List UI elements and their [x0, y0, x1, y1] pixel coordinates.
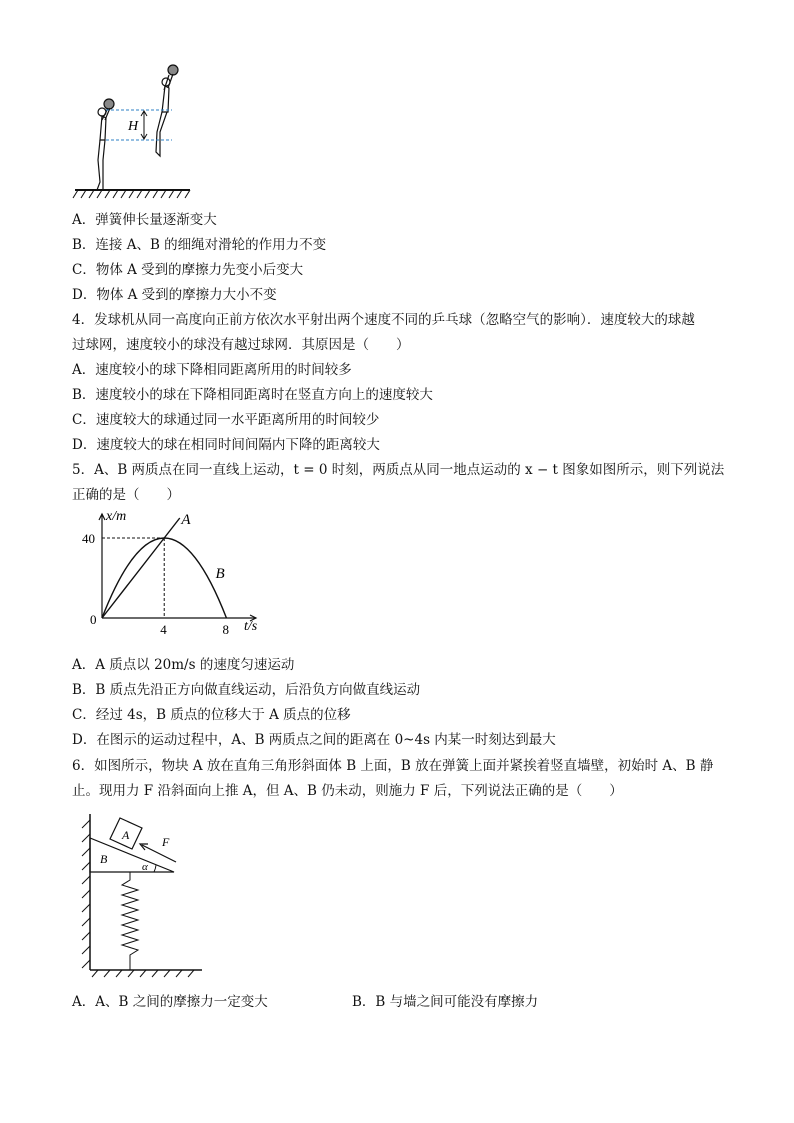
height-label: H: [128, 119, 139, 134]
q5-option-d: D．在图示的运动过程中，A、B 两质点之间的距离在 0~4s 内某一时刻达到最大: [72, 732, 556, 748]
q6-stem-line1: 6．如图所示，物块 A 放在直角三角形斜面体 B 上面，B 放在弹簧上面并紧挨着竖直墙壁，初始时 A、B 静: [72, 758, 714, 774]
x-axis-label: t/s: [244, 619, 258, 634]
spring: [122, 872, 138, 970]
q6-option-a: A．A、B 之间的摩擦力一定变大: [72, 994, 268, 1010]
x-tick-label: 4: [160, 622, 167, 637]
series-b-label: B: [215, 566, 225, 582]
q4-option-a: A．速度较小的球下降相同距离所用的时间较多: [72, 362, 352, 378]
q3-option-d: D．物体 A 受到的摩擦力大小不变: [72, 287, 277, 303]
label-a: A: [122, 828, 130, 842]
q5-stem-line1: 5．A、B 两质点在同一直线上运动，t = 0 时刻，两质点从同一地点运动的 x − t 图象如图所示，则下列说法: [72, 462, 725, 478]
q3-option-c: C．物体 A 受到的摩擦力先变小后变大: [72, 262, 304, 278]
series-a-line: [102, 518, 180, 618]
label-b: B: [100, 852, 108, 866]
q3-option-b: B．连接 A、B 的细绳对滑轮的作用力不变: [72, 237, 327, 253]
incline-figure: [78, 810, 208, 980]
q4-option-b: B．速度较小的球在下降相同距离时在竖直方向上的速度较大: [72, 387, 433, 403]
label-alpha: α: [142, 861, 148, 873]
xt-chart: [80, 508, 270, 643]
y-tick-label: 40: [82, 531, 95, 546]
q4-option-d: D．速度较大的球在相同时间间隔内下降的距离较大: [72, 437, 380, 453]
q3-option-a: A．弹簧伸长量逐渐变大: [72, 212, 217, 228]
y-axis-label: x/m: [106, 509, 127, 524]
q4-stem-line1: 4．发球机从同一高度向正前方依次水平射出两个速度不同的乒乓球（忽略空气的影响）．速度较大的球越: [72, 312, 695, 328]
q4-stem-line2: 过球网，速度较小的球没有越过球网．其原因是（ ）: [72, 337, 410, 353]
q5-option-a: A．A 质点以 20m/s 的速度匀速运动: [72, 657, 295, 673]
x-tick-label: 8: [222, 622, 229, 637]
origin-label: 0: [90, 612, 97, 627]
label-f: F: [162, 835, 170, 849]
q6-stem-line2: 止。现用力 F 沿斜面向上推 A，但 A、B 仍未动，则施力 F 后，下列说法正确的是（ ）: [72, 783, 623, 799]
q5-option-c: C．经过 4s，B 质点的位移大于 A 质点的位移: [72, 707, 351, 723]
series-a-label: A: [181, 512, 191, 528]
q4-option-c: C．速度较大的球通过同一水平距离所用的时间较少: [72, 412, 380, 428]
left-jumper: [97, 99, 114, 190]
q5-option-b: B．B 质点先沿正方向做直线运动，后沿负方向做直线运动: [72, 682, 421, 698]
q6-option-b: B．B 与墙之间可能没有摩擦力: [352, 994, 539, 1010]
q5-stem-line2: 正确的是（ ）: [72, 487, 180, 503]
jump-figure: [72, 60, 197, 200]
